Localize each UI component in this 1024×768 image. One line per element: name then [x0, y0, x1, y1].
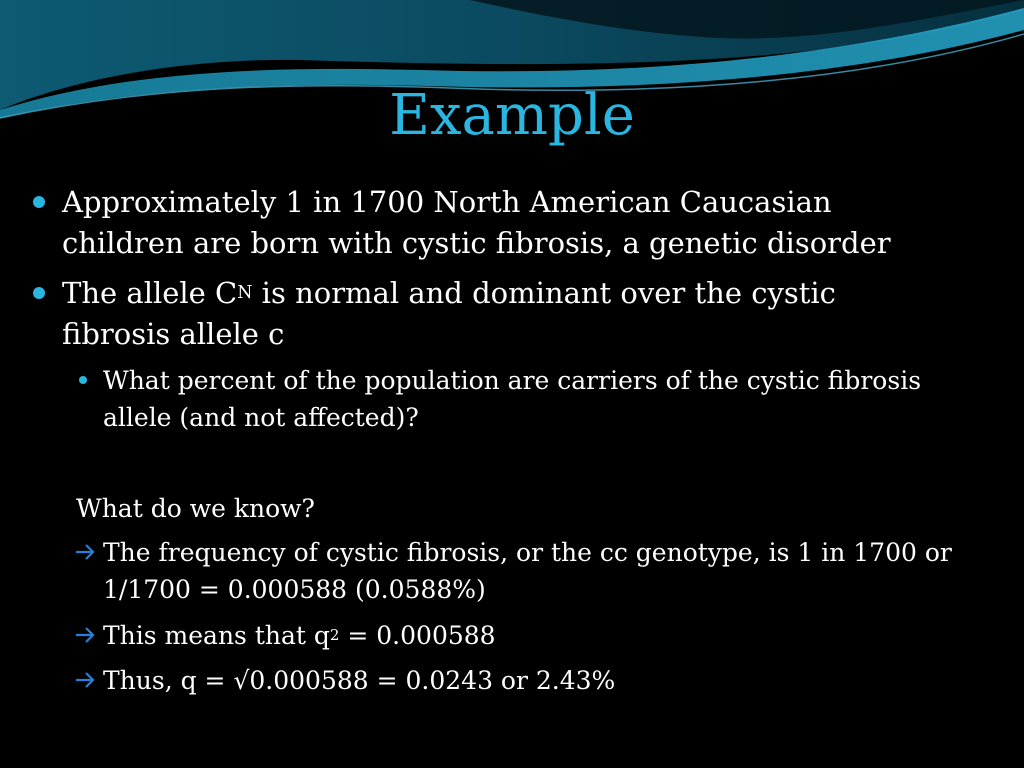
bullet-item — [62, 182, 952, 264]
right-arrow-icon — [75, 543, 97, 561]
bullet-text: Approximately 1 in 1700 North American Caucasian children are born with cystic fibrosis, a genetic disorder — [62, 185, 891, 260]
arrow-list-item — [103, 662, 953, 699]
arrow-item-text: The frequency of cystic fibrosis, or the cc genotype, is 1 in 1700 or 1/1700 = 0.000588 (0.0588%) — [103, 538, 952, 604]
sub-bullet-item — [103, 362, 953, 436]
right-arrow-icon — [75, 671, 97, 689]
bullet-text-part: The allele C — [62, 276, 238, 310]
arrow-item-text-part: This means that q — [103, 621, 330, 650]
what-do-we-know-heading: What do we know? — [76, 494, 315, 523]
arrow-item-text: Thus, q = √0.000588 = 0.0243 or 2.43% — [103, 666, 616, 695]
arrow-list-item — [103, 617, 953, 654]
sub-bullet-dot-icon — [79, 376, 87, 384]
allele-superscript: N — [237, 282, 253, 303]
arrow-list-item — [103, 534, 953, 608]
sub-bullet-text: What percent of the population are carriers of the cystic fibrosis allele (and not affected)? — [103, 366, 922, 432]
right-arrow-icon — [75, 626, 97, 644]
bullet-text-part: is normal and dominant over the cystic fibrosis allele c — [62, 276, 836, 351]
slide-title: Example — [389, 83, 635, 148]
arrow-item-text-part: = 0.000588 — [339, 621, 496, 650]
q-squared-superscript: 2 — [329, 625, 340, 644]
bullet-dot-icon — [33, 287, 45, 299]
bullet-item — [62, 273, 952, 355]
bullet-dot-icon — [33, 196, 45, 208]
